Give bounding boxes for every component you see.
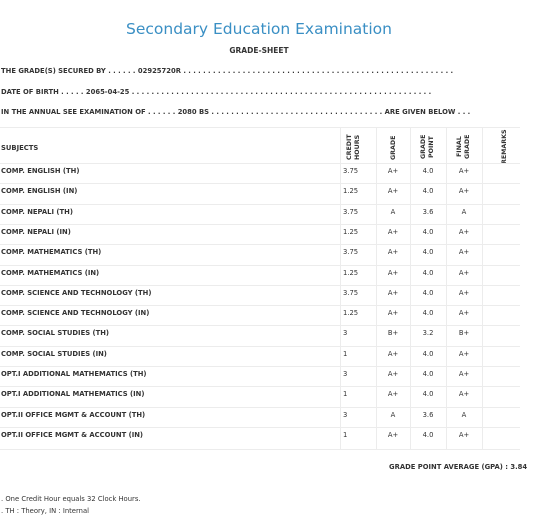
subject-cell: COMP. NEPALI (IN) bbox=[1, 227, 71, 236]
credit-hours-cell: 3.75 bbox=[343, 207, 359, 216]
grade-point-cell: 4.0 bbox=[422, 248, 434, 257]
credit-hours-cell: 1.25 bbox=[343, 268, 359, 277]
grade-cell: A+ bbox=[387, 187, 399, 196]
exam-year-line: IN THE ANNUAL SEE EXAMINATION OF . . . . . . 2080 BS . . . . . . . . . . . . . . . . . . . . . . . . . . . . . . . . . . . ARE GIVEN BELOW . . . bbox=[1, 108, 471, 116]
grade-cell: A bbox=[390, 410, 396, 419]
grade-cell: A+ bbox=[387, 349, 399, 358]
final-grade-cell: A+ bbox=[458, 430, 470, 439]
grade-point-cell: 4.0 bbox=[422, 167, 434, 175]
subject-cell: COMP. SCIENCE AND TECHNOLOGY (IN) bbox=[1, 309, 150, 318]
final-grade-cell: A+ bbox=[458, 370, 470, 378]
subject-cell: COMP. ENGLISH (TH) bbox=[1, 167, 80, 175]
final-grade-cell: A+ bbox=[458, 248, 470, 257]
grade-point-header: GRADE POINT bbox=[420, 134, 435, 160]
row-divider bbox=[0, 305, 520, 306]
grade-point-cell: 3.2 bbox=[422, 329, 434, 338]
credit-hours-header: CREDIT HOURS bbox=[346, 134, 361, 160]
row-divider bbox=[0, 244, 520, 245]
subjects-header: SUBJECTS bbox=[1, 144, 39, 152]
grade-point-cell: 4.0 bbox=[422, 349, 434, 358]
date-of-birth-line: DATE OF BIRTH . . . . . 2065-04-25 . . . . . . . . . . . . . . . . . . . . . . . . . . . . . . . . . . . . . . . . . . . . . . . . . . . . . . . . . . . . . bbox=[1, 88, 432, 96]
grade-point-cell: 4.0 bbox=[422, 370, 434, 378]
grade-cell: A+ bbox=[387, 430, 399, 439]
subject-cell: COMP. SOCIAL STUDIES (IN) bbox=[1, 349, 107, 358]
grade-point-cell: 4.0 bbox=[422, 390, 434, 399]
final-grade-cell: A+ bbox=[458, 268, 470, 277]
grade-point-cell: 3.6 bbox=[422, 410, 434, 419]
grade-cell: B+ bbox=[387, 329, 399, 338]
row-divider bbox=[0, 265, 520, 266]
grade-cell: A+ bbox=[387, 370, 399, 378]
grade-point-cell: 3.6 bbox=[422, 207, 434, 216]
credit-hours-cell: 3.75 bbox=[343, 288, 359, 297]
subject-cell: COMP. NEPALI (TH) bbox=[1, 207, 73, 216]
row-divider bbox=[0, 285, 520, 286]
subject-cell: OPT.I ADDITIONAL MATHEMATICS (TH) bbox=[1, 370, 147, 378]
grade-cell: A+ bbox=[387, 309, 399, 318]
subject-cell: OPT.II OFFICE MGMT & ACCOUNT (TH) bbox=[1, 410, 146, 419]
subject-cell: OPT.II OFFICE MGMT & ACCOUNT (IN) bbox=[1, 430, 144, 439]
credit-hours-cell: 3 bbox=[343, 329, 348, 338]
grade-cell: A+ bbox=[387, 268, 399, 277]
subject-cell: OPT.I ADDITIONAL MATHEMATICS (IN) bbox=[1, 390, 145, 399]
credit-hours-cell: 3 bbox=[343, 370, 348, 378]
credit-hours-cell: 3.75 bbox=[343, 167, 359, 175]
remarks-header: REMARKS bbox=[501, 129, 508, 164]
final-grade-cell: A bbox=[461, 207, 467, 216]
credit-hours-cell: 3 bbox=[343, 410, 348, 419]
exam-title: Secondary Education Examination bbox=[126, 20, 392, 38]
credit-hours-cell: 1.25 bbox=[343, 187, 359, 196]
grade-cell: A+ bbox=[387, 248, 399, 257]
final-grade-cell: A+ bbox=[458, 349, 470, 358]
row-divider bbox=[0, 407, 520, 408]
grade-point-cell: 4.0 bbox=[422, 187, 434, 196]
final-grade-cell: A+ bbox=[458, 167, 470, 175]
grade-cell: A+ bbox=[387, 167, 399, 175]
credit-hours-cell: 1 bbox=[343, 349, 348, 358]
table-row bbox=[0, 431, 520, 451]
grade-point-cell: 4.0 bbox=[422, 430, 434, 439]
footnote: . TH : Theory, IN : Internal bbox=[1, 507, 90, 515]
final-grade-cell: A+ bbox=[458, 288, 470, 297]
grade-point-cell: 4.0 bbox=[422, 227, 434, 236]
row-divider bbox=[0, 427, 520, 428]
credit-hours-cell: 3.75 bbox=[343, 248, 359, 257]
final-grade-cell: A+ bbox=[458, 227, 470, 236]
footnote: . One Credit Hour equals 32 Clock Hours. bbox=[1, 495, 141, 503]
subject-cell: COMP. MATHEMATICS (IN) bbox=[1, 268, 100, 277]
row-divider bbox=[0, 204, 520, 205]
grade-cell: A+ bbox=[387, 390, 399, 399]
credit-hours-cell: 1 bbox=[343, 390, 348, 399]
subject-cell: COMP. MATHEMATICS (TH) bbox=[1, 248, 102, 257]
grade-point-cell: 4.0 bbox=[422, 268, 434, 277]
credit-hours-cell: 1 bbox=[343, 430, 348, 439]
gpa-summary: GRADE POINT AVERAGE (GPA) : 3.84 bbox=[389, 463, 528, 471]
row-divider bbox=[0, 325, 520, 326]
row-divider bbox=[0, 183, 520, 184]
row-divider bbox=[0, 386, 520, 387]
grade-cell: A bbox=[390, 207, 396, 216]
grade-cell: A+ bbox=[387, 288, 399, 297]
row-divider bbox=[0, 163, 520, 164]
table-top-border bbox=[0, 127, 520, 128]
secured-by-line: THE GRADE(S) SECURED BY . . . . . . 02925720R . . . . . . . . . . . . . . . . . . . . . . . . . . . . . . . . . . . . . . . . . . . . . . . . . . . . . . . bbox=[1, 67, 454, 75]
grade-header: GRADE bbox=[390, 135, 397, 161]
grade-point-cell: 4.0 bbox=[422, 288, 434, 297]
final-grade-cell: A bbox=[461, 410, 467, 419]
final-grade-cell: B+ bbox=[458, 329, 470, 338]
row-divider bbox=[0, 224, 520, 225]
table-bottom-border bbox=[0, 449, 520, 450]
subject-cell: COMP. SOCIAL STUDIES (TH) bbox=[1, 329, 110, 338]
final-grade-cell: A+ bbox=[458, 309, 470, 318]
final-grade-cell: A+ bbox=[458, 390, 470, 399]
subject-cell: COMP. SCIENCE AND TECHNOLOGY (TH) bbox=[1, 288, 152, 297]
subject-cell: COMP. ENGLISH (IN) bbox=[1, 187, 78, 196]
row-divider bbox=[0, 346, 520, 347]
grade-cell: A+ bbox=[387, 227, 399, 236]
final-grade-cell: A+ bbox=[458, 187, 470, 196]
row-divider bbox=[0, 366, 520, 367]
grade-sheet-heading: GRADE-SHEET bbox=[229, 46, 289, 55]
final-grade-header: FINAL GRADE bbox=[456, 134, 471, 160]
credit-hours-cell: 1.25 bbox=[343, 309, 359, 318]
grade-point-cell: 4.0 bbox=[422, 309, 434, 318]
credit-hours-cell: 1.25 bbox=[343, 227, 359, 236]
